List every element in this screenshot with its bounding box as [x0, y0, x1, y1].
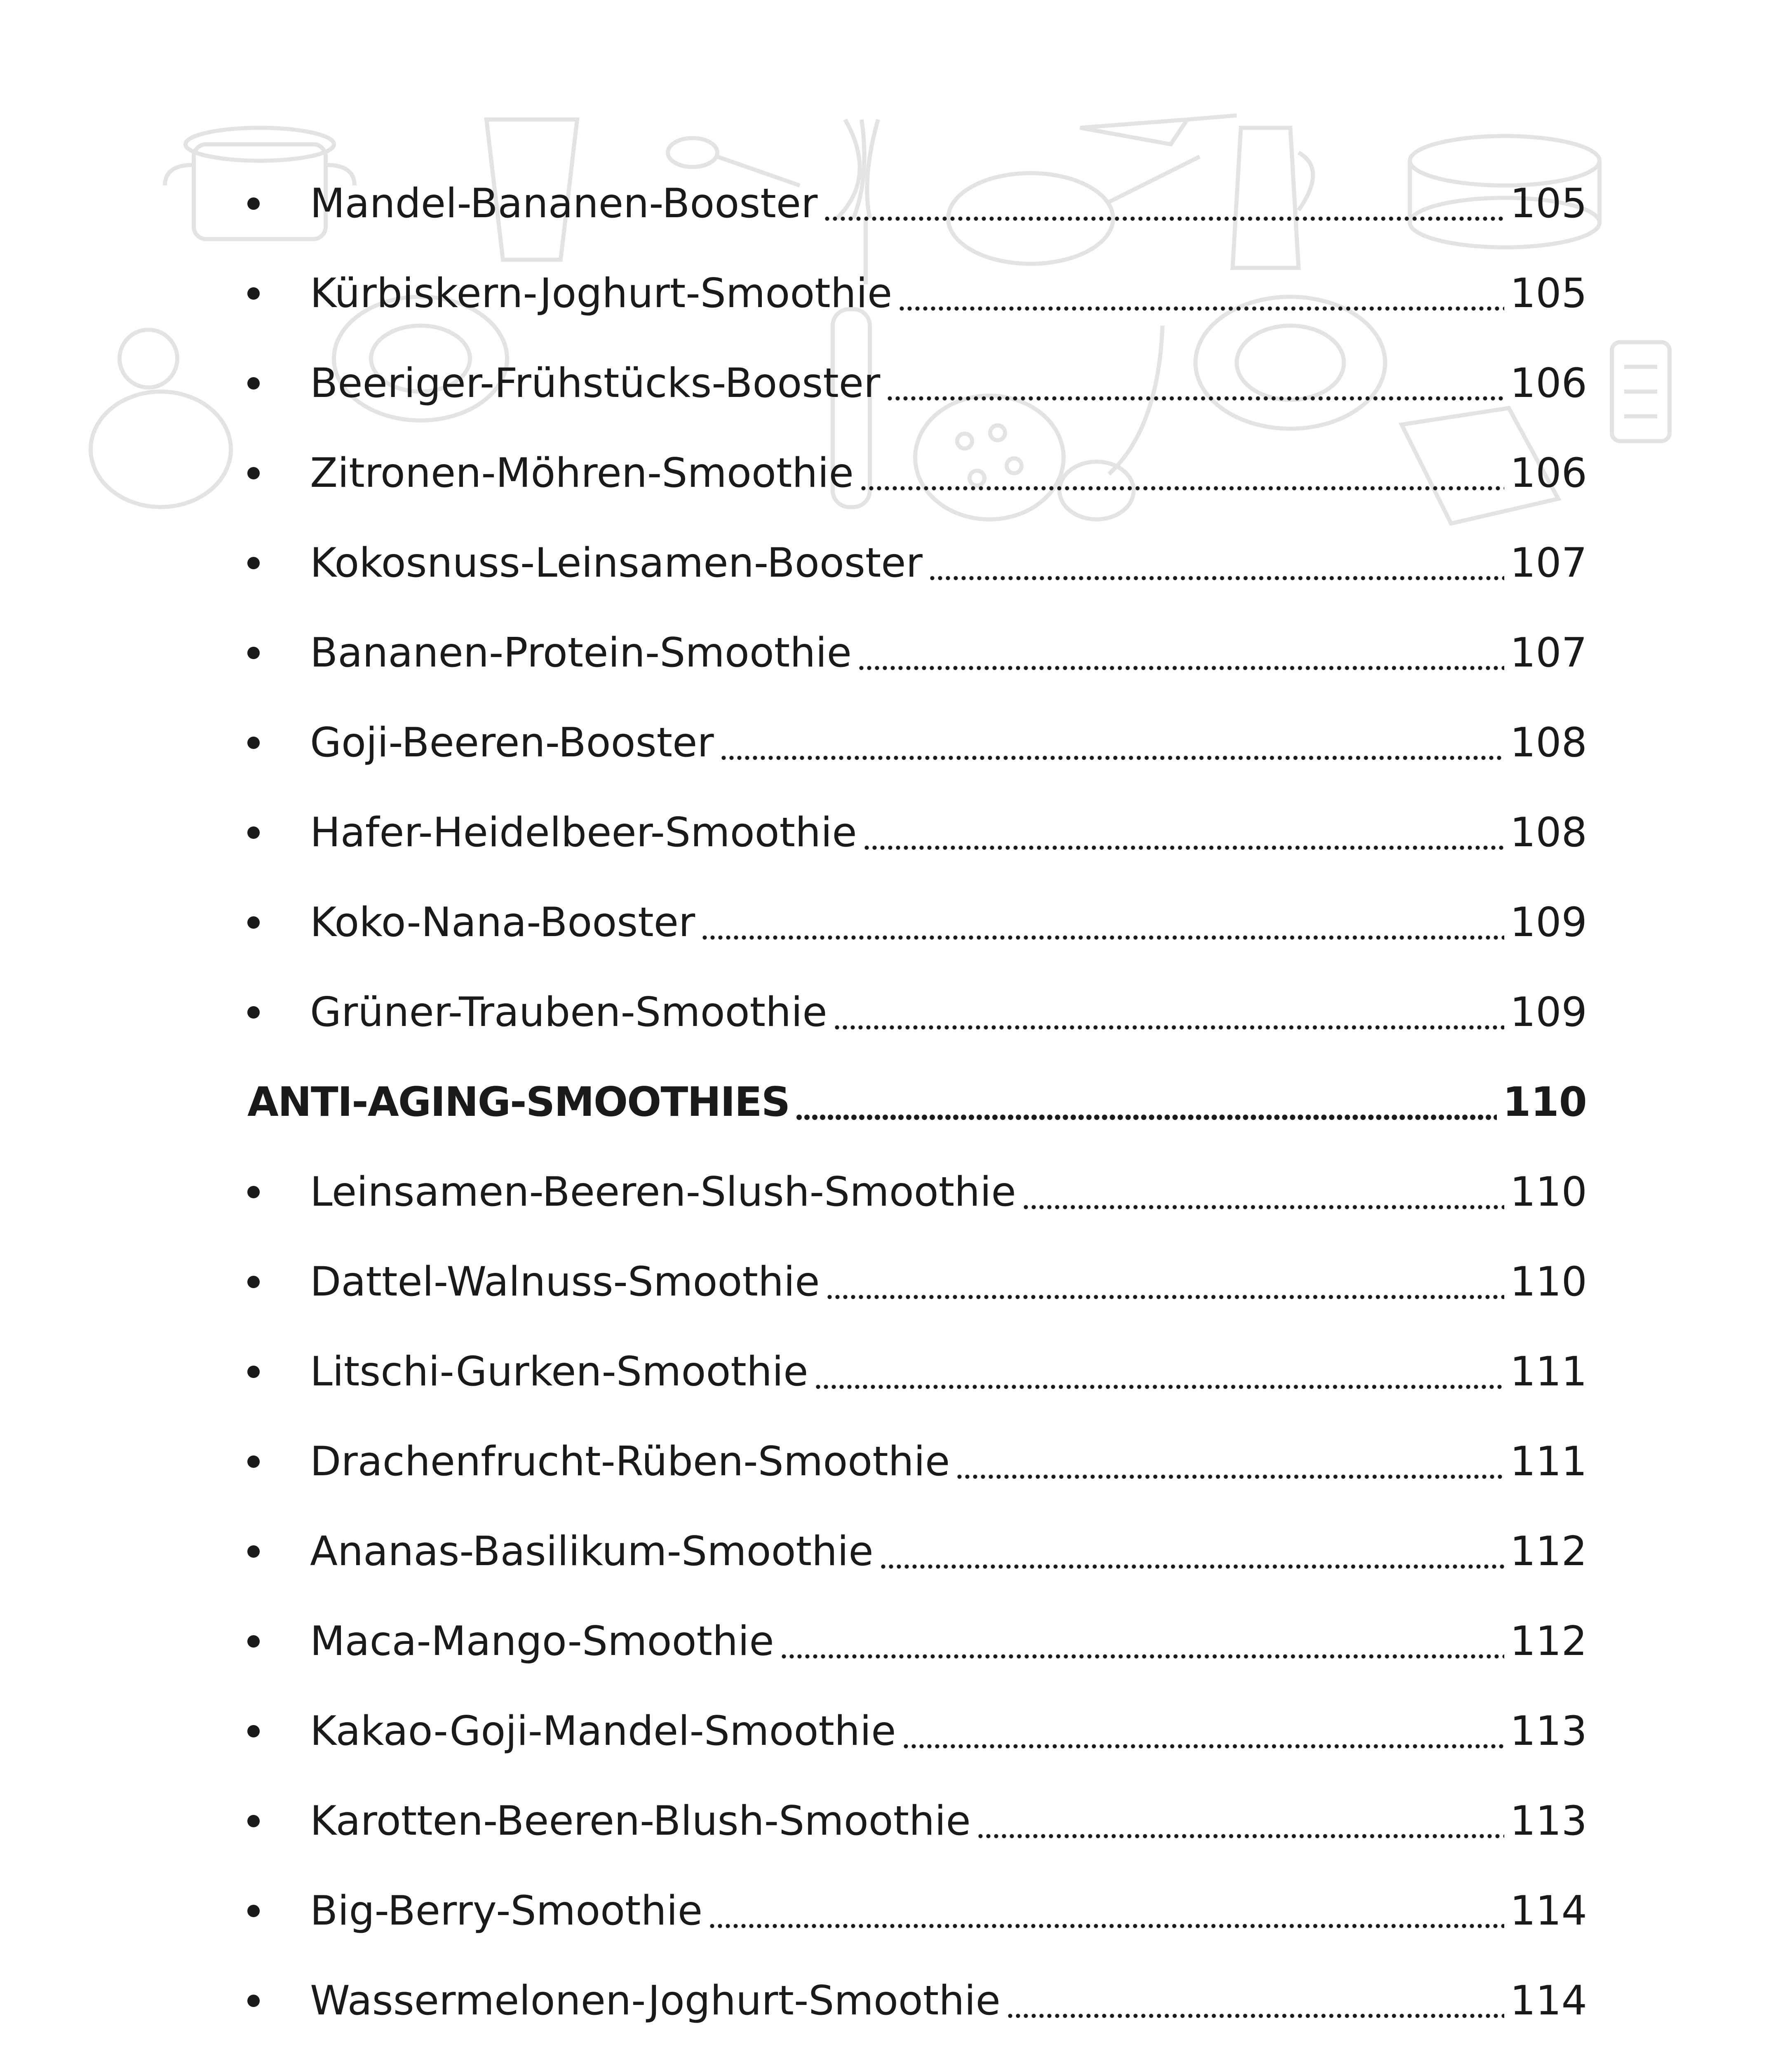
toc-page-number: 110	[1503, 1079, 1587, 1126]
toc-entry[interactable]	[247, 338, 1587, 428]
dot-leader	[886, 363, 1504, 404]
bullet-icon	[247, 1545, 260, 1558]
toc-entry[interactable]	[247, 788, 1587, 878]
bullet-icon	[247, 1006, 260, 1019]
toc-entry[interactable]	[247, 698, 1587, 788]
toc-page-number: 108	[1510, 719, 1587, 766]
toc-entry[interactable]	[247, 2046, 1587, 2061]
dot-leader	[902, 1711, 1504, 1751]
toc-page-number: 105	[1510, 180, 1587, 227]
dot-leader	[720, 723, 1504, 763]
toc-entry[interactable]	[247, 878, 1587, 967]
toc-page-number: 106	[1510, 360, 1587, 407]
toc-page-number: 112	[1510, 1618, 1587, 1665]
toc-entry[interactable]	[247, 1866, 1587, 1956]
toc-entry[interactable]	[247, 1417, 1587, 1507]
dot-leader	[708, 1891, 1504, 1931]
bullet-icon	[247, 1455, 260, 1468]
bullet-icon	[247, 916, 260, 929]
toc-page-number: 107	[1510, 540, 1587, 587]
toc-entry[interactable]	[247, 1507, 1587, 1596]
dot-leader	[863, 812, 1504, 853]
table-of-contents	[247, 159, 1587, 2061]
grater-icon	[1612, 342, 1670, 441]
toc-entry-title: Kakao-Goji-Mandel-Smoothie	[310, 1708, 896, 1755]
toc-page-number: 114	[1510, 1887, 1587, 1934]
toc-page-number: 110	[1510, 1169, 1587, 1216]
dot-leader	[826, 1262, 1504, 1302]
bullet-icon	[247, 1635, 260, 1648]
bullet-icon	[247, 1276, 260, 1288]
bullet-icon	[247, 197, 260, 210]
toc-page-number: 113	[1510, 1708, 1587, 1755]
toc-entry[interactable]	[247, 1147, 1587, 1237]
toc-entry-title: Mandel-Bananen-Booster	[310, 180, 818, 227]
toc-entry-title: Goji-Beeren-Booster	[310, 719, 714, 766]
bullet-icon	[247, 1905, 260, 1917]
toc-entry-title: Dattel-Walnuss-Smoothie	[310, 1258, 820, 1305]
toc-entry-title: Maca-Mango-Smoothie	[310, 1618, 774, 1665]
toc-page-number: 105	[1510, 270, 1587, 317]
dot-leader	[898, 273, 1504, 314]
toc-entry-title: Kokosnuss-Leinsamen-Booster	[310, 540, 923, 587]
bullet-icon	[247, 737, 260, 749]
dot-leader	[857, 633, 1504, 673]
toc-entry-title: ANTI-AGING-SMOOTHIES	[247, 1079, 790, 1126]
bullet-icon	[247, 1366, 260, 1378]
toc-page-number: 108	[1510, 809, 1587, 856]
toc-entry-title: Litschi-Gurken-Smoothie	[310, 1348, 808, 1395]
bullet-icon	[247, 1995, 260, 2007]
toc-page-number: 111	[1510, 1438, 1587, 1485]
dot-leader	[823, 183, 1504, 224]
bullet-icon	[247, 467, 260, 479]
toc-entry-title: Bananen-Protein-Smoothie	[310, 629, 852, 676]
toc-entry[interactable]	[247, 1686, 1587, 1776]
dot-leader	[956, 1441, 1504, 1482]
dot-leader	[701, 902, 1504, 943]
dot-leader	[879, 1531, 1504, 1572]
toc-entry-title: Beeriger-Frühstücks-Booster	[310, 360, 881, 407]
toc-entry[interactable]	[247, 159, 1587, 249]
knife-icon	[1080, 115, 1237, 144]
dot-leader	[860, 453, 1504, 493]
bullet-icon	[247, 377, 260, 390]
toc-entry-title: Wassermelonen-Joghurt-Smoothie	[310, 1977, 1001, 2024]
bullet-icon	[247, 1725, 260, 1737]
toc-entry[interactable]	[247, 1776, 1587, 1866]
toc-entry[interactable]	[247, 428, 1587, 518]
toc-entry-title: Hafer-Heidelbeer-Smoothie	[310, 809, 857, 856]
toc-entry[interactable]	[247, 518, 1587, 608]
dot-leader	[977, 1801, 1504, 1841]
dot-leader	[795, 1082, 1497, 1122]
toc-section-heading[interactable]	[247, 1057, 1587, 1147]
dot-leader	[928, 543, 1504, 583]
toc-page-number: 113	[1510, 1798, 1587, 1845]
toc-entry-title: Koko-Nana-Booster	[310, 899, 695, 946]
toc-entry-title: Drachenfrucht-Rüben-Smoothie	[310, 1438, 950, 1485]
toc-entry-title: Leinsamen-Beeren-Slush-Smoothie	[310, 1169, 1016, 1216]
toc-entry[interactable]	[247, 249, 1587, 338]
toc-page-number: 114	[1510, 1977, 1587, 2024]
toc-entry[interactable]	[247, 608, 1587, 698]
toc-page-number: 106	[1510, 450, 1587, 497]
dot-leader	[1022, 1172, 1504, 1212]
dot-leader	[1006, 1981, 1504, 2021]
bullet-icon	[247, 1186, 260, 1198]
toc-entry-title: Karotten-Beeren-Blush-Smoothie	[310, 1798, 971, 1845]
dot-leader	[814, 1352, 1504, 1392]
bullet-icon	[247, 557, 260, 569]
toc-page-number: 109	[1510, 899, 1587, 946]
toc-entry-title: Big-Berry-Smoothie	[310, 1887, 703, 1934]
toc-entry[interactable]	[247, 967, 1587, 1057]
toc-entry[interactable]	[247, 1956, 1587, 2046]
toc-entry[interactable]	[247, 1327, 1587, 1417]
toc-entry-title: Grüner-Trauben-Smoothie	[310, 989, 827, 1036]
dot-leader	[833, 992, 1504, 1033]
sugar-bowl-icon	[91, 330, 231, 507]
toc-page-number: 110	[1510, 1258, 1587, 1305]
dot-leader	[780, 1621, 1504, 1662]
toc-page-number: 112	[1510, 1528, 1587, 1575]
toc-entry-title: Ananas-Basilikum-Smoothie	[310, 1528, 874, 1575]
toc-entry[interactable]	[247, 1237, 1587, 1327]
bullet-icon	[247, 287, 260, 300]
bullet-icon	[247, 1815, 260, 1827]
toc-page-number: 107	[1510, 629, 1587, 676]
bullet-icon	[247, 647, 260, 659]
toc-page-number: 111	[1510, 1348, 1587, 1395]
toc-entry-title: Kürbiskern-Joghurt-Smoothie	[310, 270, 892, 317]
toc-entry-title: Zitronen-Möhren-Smoothie	[310, 450, 854, 497]
bullet-icon	[247, 826, 260, 839]
toc-page-number: 109	[1510, 989, 1587, 1036]
toc-entry[interactable]	[247, 1596, 1587, 1686]
